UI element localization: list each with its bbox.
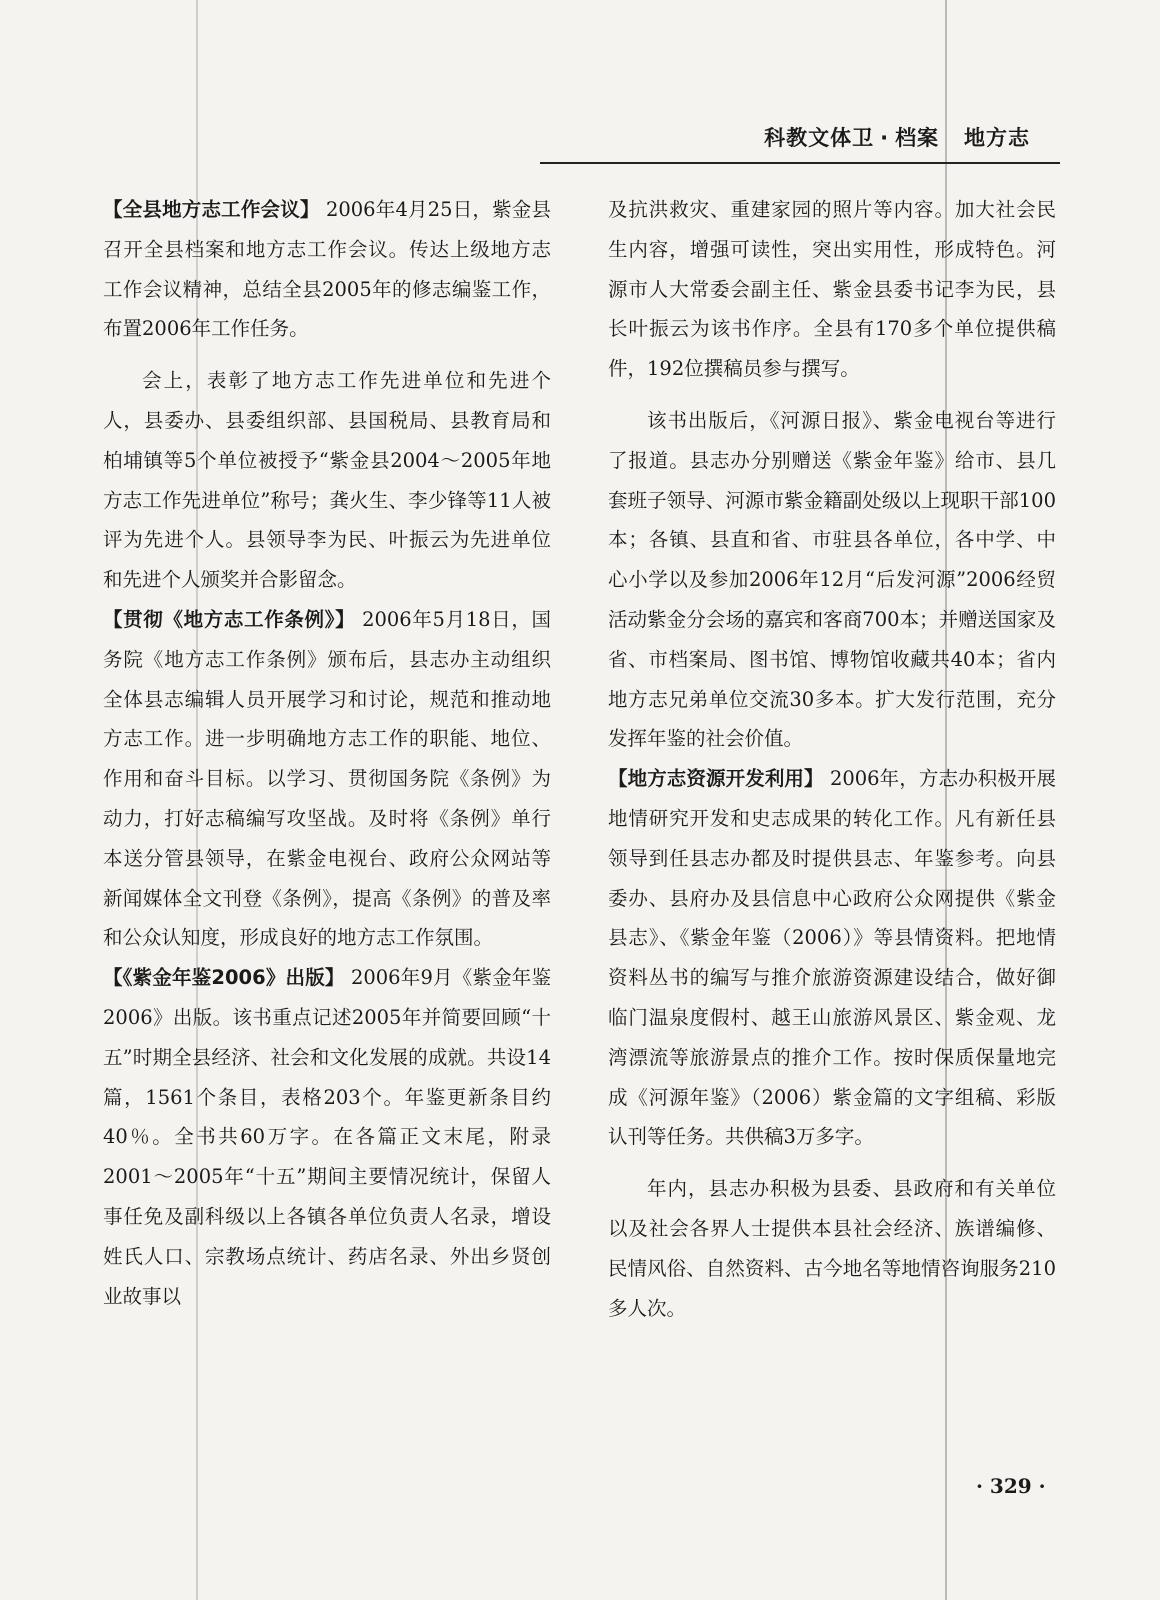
header-separator: · <box>880 126 890 150</box>
running-header <box>540 118 1060 164</box>
paragraph-text: 年内，县志办积极为县委、县政府和有关单位以及社会各界人士提供本县社会经济、族谱编修、民情风俗、自然资料、古今地名等地情咨询服务210多人次。 <box>608 1177 1056 1320</box>
paragraph <box>103 361 551 600</box>
paragraph-text: 2006年5月18日，国务院《地方志工作条例》颁布后，县志办主动组织全体县志编辑人员开展学习和讨论，规范和推动地方志工作。进一步明确地方志工作的职能、地位、作用和奋斗目标。以学习、贯彻国务院《条例》为动力，打好志稿编写攻坚战。及时将《条例》单行本送分管县领导，在紫金电视台、政府公众网站等新闻媒体全文刊登《条例》，提高《条例》的普及率和公众认知度，形成良好的地方志工作氛围。 <box>103 607 551 950</box>
left-column <box>103 190 551 1316</box>
page-number: · 329 · <box>976 1474 1046 1498</box>
header-chapter: 地方志 <box>964 126 1030 150</box>
paragraph <box>103 190 551 349</box>
paragraph <box>608 1169 1056 1328</box>
paragraph <box>103 600 551 958</box>
paragraph <box>103 958 551 1316</box>
paragraph <box>608 759 1056 1157</box>
paragraph-text: 及抗洪救灾、重建家园的照片等内容。加大社会民生内容，增强可读性，突出实用性，形成特色。河源市人大常委会副主任、紫金县委书记李为民，县长叶振云为该书作序。全县有170多个单位提供稿件，192位撰稿员参与撰写。 <box>608 198 1056 381</box>
paragraph-text: 2006年，方志办积极开展地情研究开发和史志成果的转化工作。凡有新任县领导到任县志办都及时提供县志、年鉴参考。向县委办、县府办及县信息中心政府公众网提供《紫金县志》、《紫金年鉴（2006）》等县情资料。把地情资料丛书的编写与推介旅游资源建设结合，做好御临门温泉度假村、越王山旅游风景区、紫金观、龙湾漂流等旅游景点的推介工作。按时保质保量地完成《河源年鉴》（2006）紫金篇的文字组稿、彩版认刊等任务。共供稿3万多字。 <box>608 767 1056 1149</box>
right-column <box>608 190 1056 1328</box>
paragraph-text: 2006年4月25日，紫金县召开全县档案和地方志工作会议。传达上级地方志工作会议精神，总结全县2005年的修志编鉴工作，布置2006年工作任务。 <box>103 198 551 341</box>
paragraph-text: 会上，表彰了地方志工作先进单位和先进个人，县委办、县委组织部、县国税局、县教育局和柏埔镇等5个单位被授予“紫金县2004～2005年地方志工作先进单位”称号；龚火生、李少锋等11人被评为先进个人。县领导李为民、叶振云为先进单位和先进个人颁奖并合影留念。 <box>103 369 551 592</box>
entry-title: 【地方志资源开发利用】 <box>608 767 824 791</box>
paragraph-text: 2006年9月《紫金年鉴2006》出版。该书重点记述2005年并简要回顾“十五”时期全县经济、社会和文化发展的成就。共设14篇，1561个条目，表格203个。年鉴更新条目约40％。全书共60万字。在各篇正文末尾，附录2001～2005年“十五”期间主要情况统计，保留人事任免及副科级以上各镇各单位负责人名录，增设姓氏人口、宗教场点统计、药店名录、外出乡贤创业故事以 <box>103 966 551 1308</box>
paragraph <box>608 190 1056 389</box>
header-section: 科教文体卫 <box>764 126 875 150</box>
entry-title: 【《紫金年鉴2006》出版】 <box>103 966 345 990</box>
entry-title: 【贯彻《地方志工作条例》】 <box>103 607 356 631</box>
paragraph-text: 该书出版后，《河源日报》、紫金电视台等进行了报道。县志办分别赠送《紫金年鉴》给市、县几套班子领导、河源市紫金籍副处级以上现职干部100本；各镇、县直和省、市驻县各单位，各中学、中心小学以及参加2006年12月“后发河源”2006经贸活动紫金分会场的嘉宾和客商700本；并赠送国家及省、市档案局、图书馆、博物馆收藏共40本；省内地方志兄弟单位交流30多本。扩大发行范围，充分发挥年鉴的社会价值。 <box>608 408 1056 751</box>
paragraph <box>608 401 1056 759</box>
entry-title: 【全县地方志工作会议】 <box>103 198 320 221</box>
header-subsection: 档案 <box>895 126 940 150</box>
header-text <box>764 122 1030 152</box>
